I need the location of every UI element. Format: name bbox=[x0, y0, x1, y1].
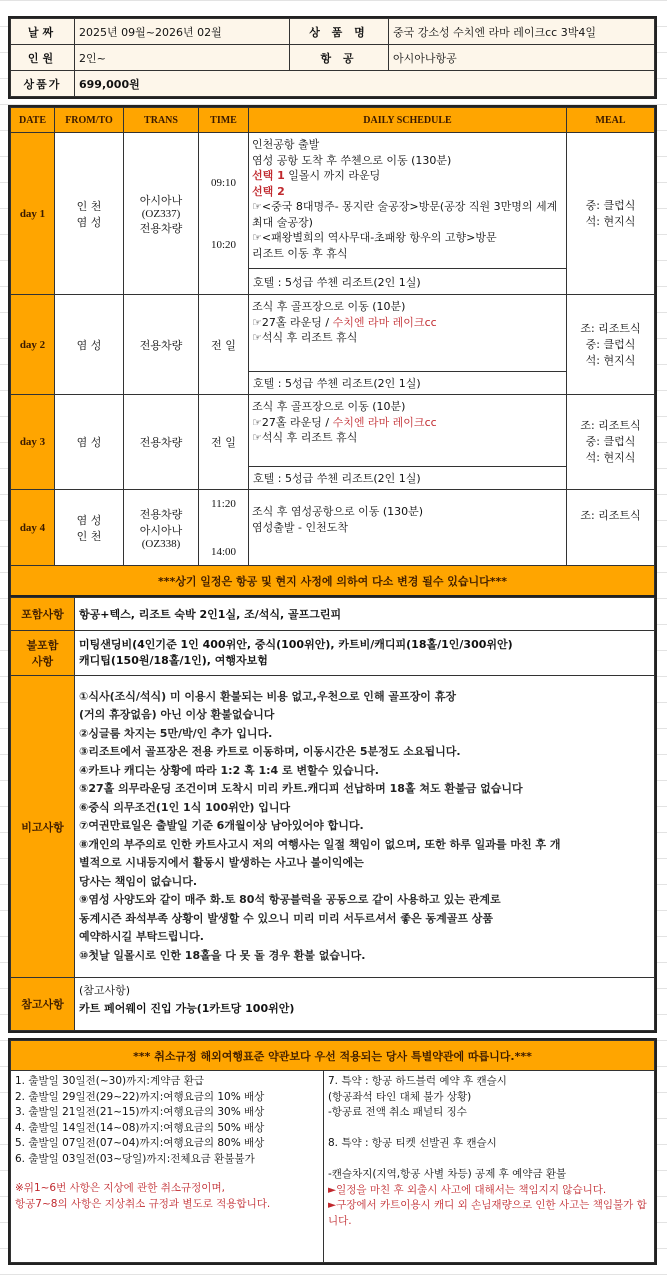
reference-value bbox=[75, 978, 655, 1031]
included-label: 포함사항 bbox=[11, 598, 75, 631]
text-line: ⑨염성 사양도와 같이 매주 화.토 80석 항공블럭을 공동으로 같이 사용하고 있는 관계로 bbox=[79, 893, 501, 907]
text-line: ③리조트에서 골프장은 전용 카트로 이동하며, 이동시간은 5분정도 소요됩니다. bbox=[79, 745, 461, 759]
product-label: 상 품 명 bbox=[290, 19, 389, 45]
header-time: TIME bbox=[199, 108, 249, 133]
round-text: ☞27홀 라운딩 / bbox=[252, 315, 333, 329]
meal-item: 중: 클럽식 bbox=[585, 337, 636, 351]
header-trans: TRANS bbox=[124, 108, 199, 133]
excluded-line: 캐디팁(150원/18홀/1인), 여행자보험 bbox=[79, 654, 268, 667]
text-line: 당사는 책임이 없습니다. bbox=[79, 874, 198, 888]
text-line: (항공좌석 타인 대체 불가 상황) bbox=[328, 1090, 472, 1103]
price-label: 상품가 bbox=[11, 71, 75, 97]
option-label: 선택 2 bbox=[252, 184, 285, 198]
label-line: 불포함 bbox=[26, 639, 59, 652]
text-line: (거의 휴장없음) 아닌 이상 환불없습니다 bbox=[79, 708, 275, 722]
text-line: ⑩첫날 일몰시로 인한 18홀을 다 못 돌 경우 환불 없습니다. bbox=[79, 948, 366, 962]
text-line: 별적으로 시내등지에서 활동시 발생하는 사고나 불이익에는 bbox=[79, 856, 364, 870]
time: 전 일 bbox=[199, 395, 249, 490]
text-line: ②싱글룸 차지는 5만/박/인 추가 입니다. bbox=[79, 726, 273, 740]
schedule-line bbox=[252, 315, 563, 331]
text-line: 항공7~8의 사항은 지상취소 규정과 별도로 적용합니다. bbox=[15, 1197, 271, 1210]
text-line: 5. 출발일 07일전(07~04)까지:여행요금의 80% 배상 bbox=[15, 1137, 265, 1149]
text-line: -캔슬차지(지역,항공 사별 차등) 공제 후 예약금 환불 bbox=[328, 1168, 567, 1180]
text-line: ⑤27홀 의무라운딩 조건이며 도착시 미리 카트.캐디피 선납하며 18홀 쳐도 환불금 없습니다 bbox=[79, 782, 523, 796]
meal-item: 조: 리조트식 bbox=[580, 321, 641, 335]
schedule-detail bbox=[249, 295, 567, 372]
to: 염 성 bbox=[76, 215, 102, 229]
product-info-table bbox=[10, 18, 655, 97]
text-line: 예약하시길 부탁드립니다. bbox=[79, 930, 204, 944]
time bbox=[199, 490, 249, 566]
day-label: day 3 bbox=[11, 395, 55, 490]
day-row bbox=[11, 133, 655, 269]
trans-flight: (OZ337) bbox=[141, 207, 181, 220]
trans-vehicle: 전용차량 bbox=[139, 221, 183, 235]
transport: 전용차량 bbox=[124, 395, 199, 490]
time-start: 11:20 bbox=[211, 497, 236, 510]
header-from-to: FROM/TO bbox=[55, 108, 124, 133]
time-end: 10:20 bbox=[210, 238, 237, 251]
time-start: 09:10 bbox=[210, 176, 237, 189]
text-line: 6. 출발일 03일전(03~당일)까지:전체요금 환불불가 bbox=[15, 1152, 255, 1165]
cancellation-title: *** 취소규정 해외여행표준 약관보다 우선 적용되는 당사 특별약관에 따릅니다.*** bbox=[11, 1041, 655, 1071]
people-value: 2인~ bbox=[75, 45, 290, 71]
golf-course: 수치엔 라마 레이크cc bbox=[332, 315, 437, 329]
schedule-line: ☞석식 후 리조트 휴식 bbox=[252, 431, 358, 444]
schedule-detail bbox=[249, 490, 567, 566]
schedule-line: 조식 후 골프장으로 이동 (10분) bbox=[252, 400, 406, 413]
schedule-detail bbox=[249, 395, 567, 467]
from-to bbox=[55, 490, 124, 566]
schedule-line: 염성 공항 도착 후 쑤첸으로 이동 (130분) bbox=[252, 153, 452, 167]
meal bbox=[567, 395, 655, 490]
time bbox=[199, 133, 249, 295]
text-line bbox=[328, 1152, 650, 1168]
date-label: 날짜 bbox=[11, 19, 75, 45]
text-line: ⑥중식 의무조건(1인 1식 100위안) 입니다 bbox=[79, 800, 291, 814]
hotel-info: 호텔 : 5성급 쑤첸 리조트(2인 1실) bbox=[249, 269, 567, 295]
text-line: 2. 출발일 29일전(29~22)까지:여행요금의 10% 배상 bbox=[15, 1090, 265, 1103]
trans-airline: 아시아나 bbox=[139, 193, 183, 207]
meal-item: 석: 현지식 bbox=[585, 353, 636, 367]
meal-item: 석: 현지식 bbox=[585, 214, 636, 228]
schedule-line: 조식 후 골프장으로 이동 (10분) bbox=[252, 300, 406, 313]
trans-vehicle: 전용차량 bbox=[139, 507, 183, 521]
text-line: ※위1~6번 사항은 지상에 관한 취소규정이며, bbox=[15, 1182, 225, 1194]
text-line: ⑧개인의 부주의로 인한 카트사고시 저의 여행사는 일절 책임이 없으며, 또한 하루 일과를 마친 후 개 bbox=[79, 837, 561, 851]
day-label: day 1 bbox=[11, 133, 55, 295]
excluded-line: 미팅샌딩비(4인기준 1인 400위안, 중식(100위안), 카트비/캐디피(18홀/1인/300위안) bbox=[79, 638, 513, 651]
product-value: 중국 강소성 수치엔 라마 레이크cc 3박4일 bbox=[389, 19, 655, 45]
remarks-label: 비고사항 bbox=[11, 676, 75, 978]
option-text: 일몰시 까지 라운딩 bbox=[284, 169, 381, 182]
text-line: 8. 특약 : 항공 티켓 선발권 후 캔슬시 bbox=[328, 1137, 497, 1149]
text-line: -항공료 전액 취소 패널티 징수 bbox=[328, 1106, 467, 1118]
text-line bbox=[328, 1121, 650, 1137]
hotel-info: 호텔 : 5성급 쑤첸 리조트(2인 1실) bbox=[249, 372, 567, 395]
hotel-info: 호텔 : 5성급 쑤첸 리조트(2인 1실) bbox=[249, 467, 567, 490]
schedule-table bbox=[10, 107, 655, 596]
text-line: ►일정을 마친 후 외출시 사고에 대해서는 책임지지 않습니다. bbox=[328, 1183, 607, 1196]
schedule-line: ☞<패왕별희의 역사무대-초패왕 항우의 고향>방문 bbox=[252, 231, 497, 244]
meal bbox=[567, 295, 655, 395]
cancellation-left bbox=[11, 1071, 324, 1263]
remarks-list bbox=[75, 676, 655, 978]
airline-label: 항 공 bbox=[290, 45, 389, 71]
text-line: ⑦여권만료일은 출발일 기준 6개월이상 남아있어야 합니다. bbox=[79, 819, 364, 833]
text-line: 3. 출발일 21일전(21~15)까지:여행요금의 30% 배상 bbox=[15, 1106, 265, 1118]
from-to bbox=[55, 133, 124, 295]
schedule-line: 리조트 이동 후 휴식 bbox=[252, 246, 348, 260]
text-line: ①식사(조식/석식) 미 이용시 환불되는 비용 없고,우천으로 인해 골프장이 휴장 bbox=[79, 689, 456, 703]
date-value: 2025년 09월~2026년 02월 bbox=[75, 19, 290, 45]
trans-airline: 아시아나 bbox=[139, 523, 183, 537]
terms-table bbox=[10, 597, 655, 1031]
text-line: ④카트나 캐디는 상황에 따라 1:2 혹 1:4 로 변할수 있습니다. bbox=[79, 763, 379, 777]
label-line: 사항 bbox=[31, 655, 54, 668]
reference-line: 카트 페어웨이 진입 가능(1카트당 100위안) bbox=[79, 1002, 295, 1015]
from-to: 염 성 bbox=[55, 395, 124, 490]
golf-course: 수치엔 라마 레이크cc bbox=[332, 415, 437, 429]
time-end: 14:00 bbox=[210, 545, 237, 558]
from: 염 성 bbox=[76, 513, 102, 527]
day-row bbox=[11, 295, 655, 372]
header-date: DATE bbox=[11, 108, 55, 133]
reference-label: 참고사항 bbox=[11, 978, 75, 1031]
round-text: ☞27홀 라운딩 / bbox=[252, 415, 333, 429]
meal: 조: 리조트식 bbox=[567, 490, 655, 566]
day-label: day 4 bbox=[11, 490, 55, 566]
schedule-line bbox=[252, 168, 563, 184]
schedule-line: 염성출발 - 인천도착 bbox=[252, 520, 348, 534]
text-line: 1. 출발일 30일전(~30)까지:계약금 환급 bbox=[15, 1075, 204, 1087]
day-label: day 2 bbox=[11, 295, 55, 395]
excluded-label bbox=[11, 631, 75, 676]
included-value: 항공+텍스, 리조트 숙박 2인1실, 조/석식, 골프그린피 bbox=[75, 598, 655, 631]
schedule-line bbox=[252, 415, 563, 431]
transport bbox=[124, 133, 199, 295]
header-daily-schedule: DAILY SCHEDULE bbox=[249, 108, 567, 133]
airline-value: 아시아나항공 bbox=[389, 45, 655, 71]
excluded-value bbox=[75, 631, 655, 676]
cancellation-right bbox=[324, 1071, 655, 1263]
cancellation-table bbox=[10, 1040, 655, 1263]
schedule-line: 조식 후 염성공항으로 이동 (130분) bbox=[252, 505, 424, 518]
text-line: ►구장에서 카트이용시 캐디 외 손님재량으로 인한 사고는 책임불가 합니다. bbox=[328, 1199, 647, 1227]
price-value: 699,000원 bbox=[75, 71, 655, 97]
schedule-line: ☞석식 후 리조트 휴식 bbox=[252, 331, 358, 344]
meal-item: 조: 리조트식 bbox=[580, 419, 641, 432]
trans-flight: (OZ338) bbox=[141, 537, 181, 550]
meal-item: 중: 클럽식 bbox=[585, 435, 636, 448]
to: 인 천 bbox=[76, 529, 102, 543]
meal-item: 중: 클럽식 bbox=[585, 198, 636, 212]
meal bbox=[567, 133, 655, 295]
day-row bbox=[11, 490, 655, 566]
text-line: 동계시즌 좌석부족 상황이 발생할 수 있으니 미리 미리 서두르셔서 좋은 동계골프 상품 bbox=[79, 911, 494, 925]
meal-item: 석: 현지식 bbox=[585, 451, 636, 464]
schedule-line: 인천공항 출발 bbox=[252, 138, 320, 151]
from-to: 염 성 bbox=[55, 295, 124, 395]
time: 전 일 bbox=[199, 295, 249, 395]
transport: 전용차량 bbox=[124, 295, 199, 395]
transport bbox=[124, 490, 199, 566]
text-line: 4. 출발일 14일전(14~08)까지:여행요금의 50% 배상 bbox=[15, 1121, 265, 1134]
schedule-line: ☞<중국 8대명주- 몽지란 술공장>방문(공장 직원 3만명의 세계 최대 술공장) bbox=[252, 200, 558, 229]
schedule-detail bbox=[249, 133, 567, 269]
schedule-notice: ***상기 일정은 항공 및 현지 사정에 의하여 다소 변경 될수 있습니다*** bbox=[11, 566, 655, 596]
text-line: 7. 특약 : 항공 하드블럭 예약 후 캔슬시 bbox=[328, 1075, 507, 1087]
reference-line: (참고사항) bbox=[79, 984, 131, 997]
day-row bbox=[11, 395, 655, 467]
from: 인 천 bbox=[76, 199, 102, 213]
header-meal: MEAL bbox=[567, 108, 655, 133]
option-label: 선택 1 bbox=[252, 169, 285, 182]
people-label: 인원 bbox=[11, 45, 75, 71]
